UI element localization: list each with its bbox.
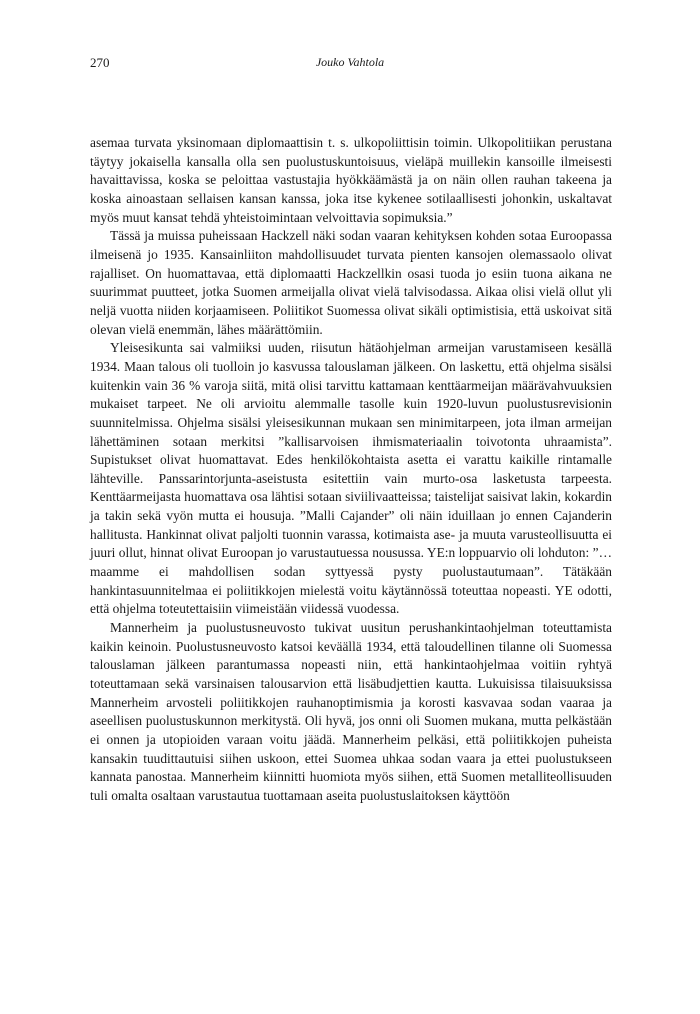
body-text (90, 134, 612, 806)
paragraph-2: Tässä ja muissa puheissaan Hackzell näki sodan vaaran kehityksen kohden sotaa Euroopassa ilmeisenä jo 1935. Kansainliiton mahdollisuudet turvata pienten kansojen olemassaolo olivat rajalliset. On huomattavaa, että diplomaatti Hackzellkin osasi tuoda jo esiin tuona aikana ne suurimmat puutteet, jotka Suomen armeijalla olivat vielä talvisodassa. Aikaa olisi vielä ollut yli neljä vuotta niiden korjaamiseen. Poliitikot Suomessa olivat sikäli optimistisia, että uskoivat sitä olevan vielä enemmän, lähes määrättömiin. (90, 228, 612, 337)
page-number: 270 (90, 55, 110, 70)
paragraph-4: Mannerheim ja puolustusneuvosto tukivat uusitun perushankintaohjelman toteuttamista kaikin keinoin. Puolustusneuvosto katsoi keväällä 1934, että taloudellinen tilanne oli Suomessa talouslaman jälkeen parantumassa nopeasti niin, että hankintaohjelmaa voitiin ryhtyä toteuttamaan sekä varsinaisen talousarvion että lisäbudjettien kautta. Lukuisissa tilaisuuksissa Mannerheim arvosteli poliitikkojen rauhanoptimismia ja korosti kasvavaa sodan vaaraa ja aseellisen puolustuskunnon merkitystä. Oli hyvä, jos onni oli Suomen mukana, mutta pelkästään ei onnen ja utopioiden varaan voitu jäädä. Mannerheim pelkäsi, että poliitikkojen puheista kansakin tuudittautuisi siihen uskoon, ettei Suomea uhkaa sodan vaara ja ettei puolustukseen kannata panostaa. Mannerheim kiinnitti huomiota myös siihen, että Suomen metalliteollisuuden tuli omalta osaltaan varustautua tuottamaan aseita puolustuslaitoksen käyttöön (90, 620, 612, 803)
running-title: Jouko Vahtola (315, 55, 385, 69)
running-head (90, 55, 610, 75)
paragraph-1: asemaa turvata yksinomaan diplomaattisin t. s. ulkopoliittisin toimin. Ulkopolitiikan perustana täytyy jokaisella kansalla olla sen puolustuskuntoisuus, vieläpä muillekin kansoille ilmeisesti havaittavissa, koska se peloittaa vastustajia hyökkäämästä ja on näin ollen rauhan takeena ja koska ainoastaan sellaisen kansan kanssa, joka itse kykenee sotilaallisesti johonkin, uskaltavat myös muut kansat tehdä yhteistoimintaan velvoittavia sopimuksia.” (90, 135, 612, 225)
paragraph-3: Yleisesikunta sai valmiiksi uuden, riisutun hätäohjelman armeijan varustamiseen kesällä 1934. Maan talous oli tuolloin jo kasvussa talouslaman jälkeen. On laskettu, että ohjelma sisälsi kuitenkin vain 36 % varoja siitä, mitä olisi tarvittu kattamaan kenttäarmeijan määrävahvuuksien mukaiset tarpeet. Ne oli arvioitu alemmalle tasolle kuin 1920-luvun puolustusrevisionin suunnitelmissa. Ohjelma sisälsi yleisesikunnan mukaan sen minimitarpeen, jota ilman armeijan lähettäminen sotaan merkitsi ”kallisarvoisen ihmismateriaalin toivotonta uhraamista”. Supistukset olivat huomattavat. Edes henkilökohtaista asetta ei varattu kaikille rintamalle lähteville. Panssarintorjunta-aseistusta esitettiin vain murto-osa lasketusta tarpeesta. Kenttäarmeijasta huomattava osa lähtisi sotaan siviilivaatteissa; taistelijat saisivat lakin, kokardin ja takin sekä vyön mutta ei housuja. ”Malli Cajander” oli näin iduillaan jo ennen Cajanderin hallitusta. Hankinnat olivat paljolti tuonnin varassa, kotimaista ase- ja muuta varusteollisuutta ei juuri ollut, hinnat olivat Euroopan jo varustautuessa nousussa. YE:n loppuarvio oli lohduton: ”…maamme ei mahdollisen sodan syttyessä pysty puolustautumaan”. Tätäkään hankintasuunnitelmaa ei poliitikkojen mielestä voitu käytännössä toteuttaa nopeasti. YE odotti, että ohjelma toteutettaisiin viimeistään viidessä vuodessa. (90, 340, 612, 617)
